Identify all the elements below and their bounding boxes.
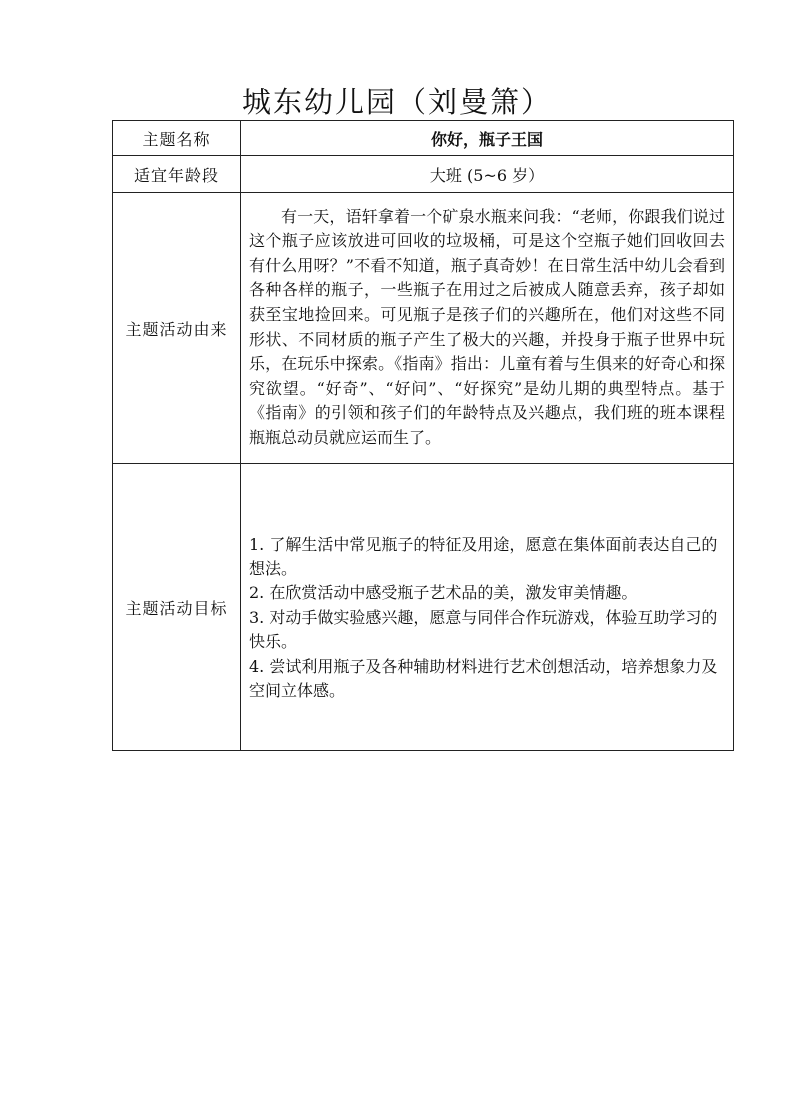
origin-cell <box>241 193 734 464</box>
goal-item-4: 4. 尝试利用瓶子及各种辅助材料进行艺术创想活动，培养想象力及空间立体感。 <box>249 656 718 701</box>
theme-name-value: 你好，瓶子王国 <box>241 121 734 156</box>
theme-info-table <box>112 120 734 751</box>
page-title: 城东幼儿园（刘曼箫） <box>241 85 552 119</box>
age-range-value: 大班 (5~6 岁） <box>241 156 734 193</box>
origin-text: 有一天，语轩拿着一个矿泉水瓶来问我：“老师，你跟我们说过这个瓶子应该放进可回收的垃圾桶，可是这个空瓶子她们回收回去有什么用呀？”不看不知道，瓶子真奇妙！在日常生活中幼儿会看到各种各样的瓶子，一些瓶子在用过之后被成人随意丢弃，孩子却如获至宝地捡回来。可见瓶子是孩子们的兴趣所在，他们对这些不同形状、不同材质的瓶子产生了极大的兴趣，并投身于瓶子世界中玩乐，在玩乐中探索。《指南》指出：儿童有着与生俱来的好奇心和探究欲望。“好奇”、“好问”、“好探究”是幼儿期的典型特点。基于《指南》的引领和孩子们的年龄特点及兴趣点，我们班的班本课程瓶瓶总动员就应运而生了。 <box>249 206 725 447</box>
goals-cell <box>241 464 734 751</box>
age-range-label: 适宜年龄段 <box>113 156 241 193</box>
goals-label: 主题活动目标 <box>113 464 241 751</box>
table-row-theme-name <box>113 121 734 156</box>
table-row-goals <box>113 464 734 751</box>
goals-list <box>241 511 733 704</box>
table-row-age-range <box>113 156 734 193</box>
table-row-origin <box>113 193 734 464</box>
theme-name-label: 主题名称 <box>113 121 241 156</box>
goal-item-3: 3. 对动手做实验感兴趣，愿意与同伴合作玩游戏，体验互助学习的快乐。 <box>249 607 718 652</box>
goal-item-2: 2. 在欣赏活动中感受瓶子艺术品的美，激发审美情趣。 <box>249 583 638 603</box>
origin-label: 主题活动由来 <box>113 193 241 464</box>
goal-item-1: 1. 了解生活中常见瓶子的特征及用途，愿意在集体面前表达自己的想法。 <box>249 534 718 578</box>
